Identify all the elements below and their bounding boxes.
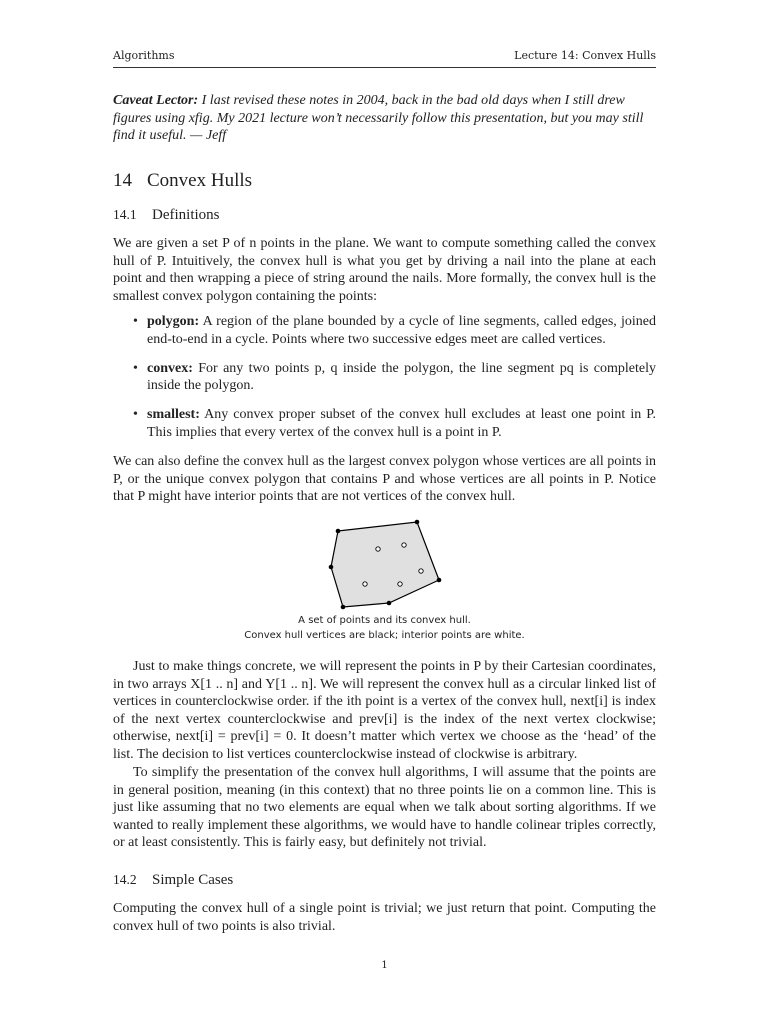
running-header — [113, 49, 656, 68]
chapter-number: 14 — [113, 170, 132, 191]
hull-vertex — [329, 565, 334, 570]
caveat-note — [113, 92, 656, 145]
interior-point — [402, 543, 406, 547]
hull-vertex — [415, 520, 420, 525]
hull-vertex — [437, 578, 442, 583]
coordinates-paragraph: Just to make things concrete, we will represent the points in P by their Cartesian coordinates, in two arrays X[1 .. n] and Y[1 .. n]. We will represent the convex hull as a circular linked list of vertices in counterclockwise order. if the ith point is a vertex of the convex hull, next[i] is index of the next vertex counterclockwise and prev[i] is the index of the next vertex clockwise; otherwise, next[i] = prev[i] = 0. It doesn’t matter which vertex we choose as the ‘head’ of the list. The decision to list vertices counterclockwise instead of clockwise is arbitrary. — [113, 659, 656, 762]
largest-paragraph: We can also define the convex hull as the largest convex polygon whose vertices are all points in P, or the unique convex polygon that contains P and whose vertices are all points in P. Notice that P might have interior points that are not vertices of the convex hull. — [113, 454, 656, 505]
simple-cases-paragraph: Computing the convex hull of a single point is trivial; we just return that point. Computing the convex hull of two points is also trivial. — [113, 901, 656, 934]
figure-caption — [113, 614, 656, 643]
caveat-text: I last revised these notes in 2004, back in the bad old days when I still drew figures using xfig. My 2021 lecture won’t necessarily follow this presentation, but you may still find it useful. — Jeff — [113, 93, 644, 144]
interior-point — [398, 582, 402, 586]
hull-vertex — [341, 605, 346, 610]
caveat-label: Caveat Lector: — [113, 93, 199, 108]
intro-paragraph: We are given a set P of n points in the plane. We want to compute something called the convex hull of P. Intuitively, the convex hull is what you get by driving a nail into the plane at each point and then wrapping a piece of string around the nails. More formally, the convex hull is the smallest convex polygon containing the points: — [113, 236, 656, 304]
hull-vertex — [336, 529, 341, 534]
term: polygon: — [147, 314, 200, 329]
chapter-title — [113, 170, 252, 192]
page-number: 1 — [381, 960, 388, 971]
term: convex: — [147, 360, 193, 376]
section-number: 14.1 — [113, 207, 137, 222]
caption-line: Convex hull vertices are black; interior points are white. — [244, 629, 525, 641]
interior-point — [419, 569, 423, 573]
header-right: Lecture 14: Convex Hulls — [514, 49, 656, 62]
definition: A region of the plane bounded by a cycle of line segments, called edges, joined end-to-end in a cycle. Points where two successive edges meet are called vertices. — [147, 314, 656, 347]
section-title: Simple Cases — [152, 872, 234, 888]
section-heading-definitions — [113, 207, 220, 224]
section-number: 14.2 — [113, 872, 137, 887]
term: smallest: — [147, 407, 200, 423]
general-position-paragraph: To simplify the presentation of the convex hull algorithms, I will assume that the points are in general position, meaning (in this context) that no three points lie on a common line. This is just like assuming that no two elements are equal when we talk about sorting algorithms. If we wanted to really implement these algorithms, we would have to handle colinear triples correctly, or at least consistently. This is fairly easy, but definitely not trivial. — [113, 765, 656, 851]
section-heading-simple-cases — [113, 872, 233, 889]
caption-line: A set of points and its convex hull. — [298, 615, 471, 626]
chapter-title-text: Convex Hulls — [147, 170, 253, 191]
section-title: Definitions — [152, 207, 220, 223]
definition-list — [113, 313, 656, 453]
convex-hull-polygon — [331, 522, 439, 607]
convex-hull-figure — [323, 516, 447, 612]
interior-point — [376, 547, 380, 551]
hull-vertex — [387, 601, 392, 606]
interior-point — [363, 582, 367, 586]
definition: For any two points p, q inside the polygon, the line segment pq is completely inside the polygon. — [147, 360, 656, 394]
list-item: • smallest: Any convex proper subset of the convex hull excludes at least one point in P. This implies that every vertex of the convex hull is a point in P. — [133, 407, 656, 440]
definition: Any convex proper subset of the convex hull excludes at least one point in P. This implies that every vertex of the convex hull is a point in P. — [147, 407, 656, 440]
list-item: • convex: For any two points p, q inside the polygon, the line segment pq is completely inside the polygon. — [133, 360, 656, 394]
header-left: Algorithms — [113, 49, 175, 62]
list-item: • polygon: A region of the plane bounded by a cycle of line segments, called edges, joined end-to-end in a cycle. Points where two successive edges meet are called vertices. — [133, 314, 656, 347]
